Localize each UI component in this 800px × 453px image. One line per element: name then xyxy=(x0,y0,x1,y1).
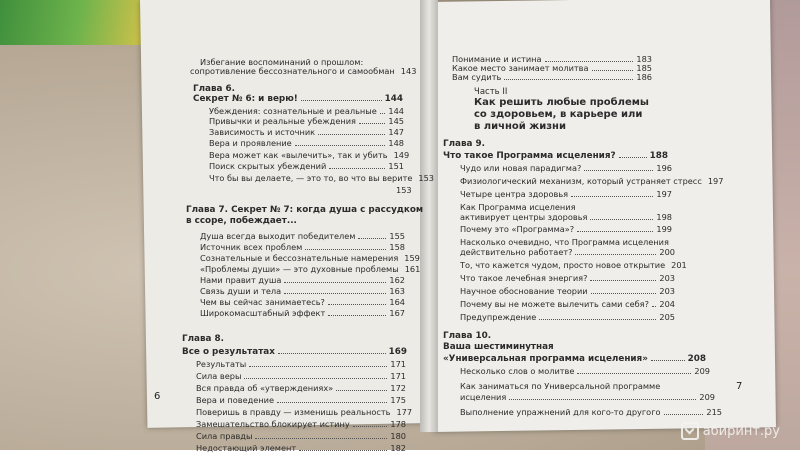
left-page-number: 6 xyxy=(154,391,161,402)
toc-entry xyxy=(460,203,610,211)
leader-dots xyxy=(592,64,634,71)
toc-entry-title: Почему это «Программа»? xyxy=(460,224,575,234)
toc-entry xyxy=(460,274,675,282)
toc-entry-title: Убеждения: сознательные и реальные xyxy=(209,106,377,116)
toc-entry xyxy=(200,276,405,284)
toc-entry xyxy=(182,347,407,357)
leader-dots xyxy=(539,313,656,320)
toc-entry-title: Насколько очевидно, что Программа исцеления xyxy=(460,237,669,247)
toc-entry xyxy=(196,420,406,428)
toc-entry-title: Ваша шестиминутная xyxy=(443,342,554,352)
toc-entry-page: 197 xyxy=(707,176,724,186)
toc-entry-page: 145 xyxy=(388,116,404,126)
toc-entry xyxy=(200,264,421,274)
part-subtitle-line: в личной жизни xyxy=(474,121,566,132)
toc-entry xyxy=(190,66,417,76)
toc-entry-page: 208 xyxy=(687,354,706,364)
toc-entry-title: Душа всегда выходит победителем xyxy=(200,231,356,241)
toc-entry-page: 183 xyxy=(636,54,652,64)
toc-entry-page: 171 xyxy=(390,359,406,369)
toc-entry xyxy=(200,243,405,251)
toc-entry-page: 180 xyxy=(390,431,406,441)
toc-entry-title: Вера и проявление xyxy=(209,138,292,148)
toc-entry-page: 171 xyxy=(390,371,406,381)
leader-dots xyxy=(591,287,657,294)
toc-entry-page: 153 xyxy=(418,173,435,183)
toc-entry-title: сопротивление бессознательного и самообман xyxy=(190,66,395,76)
toc-entry-title: Поверишь в правду — изменишь реальность xyxy=(196,407,391,417)
leader-dots xyxy=(336,384,387,391)
labirint-logo-icon xyxy=(681,422,699,440)
toc-entry-title: Глава 8. xyxy=(182,334,225,344)
toc-entry-title: Предупреждение xyxy=(460,312,537,322)
toc-entry-page: 148 xyxy=(388,138,404,148)
toc-entry-title: Привычки и реальные убеждения xyxy=(209,116,356,126)
toc-entry xyxy=(452,73,652,81)
part-subtitle xyxy=(474,97,649,133)
toc-entry-title: Почему вы не можете вылечить сами себя? xyxy=(460,299,649,309)
leader-dots xyxy=(577,367,691,374)
toc-entry-title: Нами правит душа xyxy=(200,275,282,285)
toc-entry xyxy=(209,107,404,115)
toc-entry-title: Глава 10. xyxy=(443,331,492,341)
leader-dots xyxy=(328,309,386,316)
toc-entry-title: Научное обоснование теории xyxy=(460,286,588,296)
toc-entry-title: Поиск скрытых убеждений xyxy=(209,161,327,171)
toc-entry-title: Выполнение упражнений для кого-то другого xyxy=(460,407,661,417)
toc-entry-title: исцеления xyxy=(460,392,507,402)
toc-entry-page: 172 xyxy=(390,383,406,393)
toc-entry-title: активирует центры здоровья xyxy=(460,212,588,222)
toc-entry xyxy=(460,248,675,256)
toc-entry xyxy=(196,432,406,440)
toc-entry-page: 153 xyxy=(396,185,412,195)
toc-entry xyxy=(452,64,652,72)
toc-entry-title: Вся правда об «утверждениях» xyxy=(196,383,334,393)
toc-entry-page: 177 xyxy=(396,407,413,417)
toc-entry xyxy=(186,205,424,215)
leader-dots xyxy=(329,162,385,169)
toc-entry-page: 182 xyxy=(390,443,406,453)
toc-entry-title: Недостающий элемент xyxy=(196,443,297,453)
toc-entry-title: Глава 6. xyxy=(193,84,236,94)
toc-entry-title: Понимание и истина xyxy=(452,54,542,64)
toc-entry-page: 188 xyxy=(649,151,668,161)
leader-dots xyxy=(278,347,386,354)
leader-dots xyxy=(545,55,634,62)
toc-entry xyxy=(186,217,306,226)
toc-entry-title: Чудо или новая парадигма? xyxy=(460,163,582,173)
leader-dots xyxy=(318,128,385,135)
watermark-text: абиринт.ру xyxy=(702,423,780,439)
part-subtitle-line: Как решить любые проблемы xyxy=(474,97,649,108)
toc-entry-page: 144 xyxy=(384,94,403,104)
toc-entry-page: 199 xyxy=(656,224,672,234)
toc-entry xyxy=(209,162,404,170)
toc-entry-title: Вера и поведение xyxy=(196,395,275,405)
toc-entry xyxy=(200,309,405,317)
toc-entry-title: «Универсальная программа исцеления» xyxy=(443,354,648,364)
toc-entry xyxy=(196,384,406,392)
leader-dots xyxy=(652,300,656,307)
book-spine xyxy=(420,0,438,432)
toc-entry xyxy=(193,94,403,104)
toc-entry-page: 159 xyxy=(404,253,420,263)
toc-entry xyxy=(460,408,722,416)
toc-entry-title: Результаты xyxy=(196,359,247,369)
leader-dots xyxy=(571,190,653,197)
toc-entry xyxy=(196,444,406,452)
toc-entry-page: 205 xyxy=(659,312,675,322)
leader-dots xyxy=(295,139,386,146)
leader-dots xyxy=(577,225,653,232)
toc-entry-page: 162 xyxy=(389,275,405,285)
toc-entry-title: Замешательство блокирует истину xyxy=(196,419,350,429)
toc-entry-title: Источник всех проблем xyxy=(200,242,303,252)
toc-entry xyxy=(200,287,405,295)
leader-dots xyxy=(244,372,387,379)
toc-entry-title: Что такое Программа исцеления? xyxy=(443,151,616,161)
toc-entry-title: действительно работает? xyxy=(460,247,573,257)
toc-entry-title: Сознательные и бессознательные намерения xyxy=(200,253,399,263)
toc-entry-page: 149 xyxy=(393,150,410,160)
toc-entry xyxy=(443,343,593,352)
leader-dots xyxy=(380,107,386,114)
toc-entry-page: 164 xyxy=(389,297,405,307)
toc-entry-page: 186 xyxy=(636,72,652,82)
part-subtitle-line: со здоровьем, в карьере или xyxy=(474,109,643,120)
toc-entry xyxy=(460,287,675,295)
toc-entry-page: 197 xyxy=(656,189,672,199)
toc-entry-title: Связь души и тела xyxy=(200,286,282,296)
toc-entry xyxy=(460,190,672,198)
toc-entry-page: 203 xyxy=(659,286,675,296)
toc-entry xyxy=(209,117,404,125)
toc-entry xyxy=(196,407,413,417)
toc-entry-page: 143 xyxy=(400,66,417,76)
toc-entry xyxy=(460,238,675,246)
toc-entry-page: 203 xyxy=(659,273,675,283)
toc-entry-title: в ссоре, побеждает... xyxy=(186,216,297,226)
leader-dots xyxy=(358,232,386,239)
toc-entry-title: Глава 9. xyxy=(443,139,486,149)
toc-entry xyxy=(193,85,273,94)
watermark xyxy=(681,422,780,440)
toc-entry-page: 196 xyxy=(656,163,672,173)
toc-entry-title: Как заниматься по Универсальной программе xyxy=(460,381,661,391)
toc-entry-title: Секрет № 6: и верю! xyxy=(193,94,298,104)
toc-entry-title: То, что кажется чудом, просто новое открытие xyxy=(460,260,666,270)
toc-entry xyxy=(460,176,724,186)
toc-entry xyxy=(200,298,405,306)
leader-dots xyxy=(651,354,685,361)
toc-entry-page: 185 xyxy=(636,63,652,73)
toc-entry-title: Сила правды xyxy=(196,431,253,441)
toc-entry-page: 198 xyxy=(656,212,672,222)
toc-entry-page: 209 xyxy=(699,392,715,402)
toc-entry-page: 204 xyxy=(659,299,675,309)
toc-entry xyxy=(460,300,675,308)
leader-dots xyxy=(590,213,653,220)
leader-dots xyxy=(509,393,696,400)
toc-entry-title: Чем вы сейчас занимаетесь? xyxy=(200,297,325,307)
leader-dots xyxy=(590,274,656,281)
toc-entry-page: 178 xyxy=(390,419,406,429)
toc-entry-page: 151 xyxy=(388,161,404,171)
leader-dots xyxy=(255,432,387,439)
toc-entry-page: 169 xyxy=(388,347,407,357)
toc-entry xyxy=(443,151,668,161)
leader-dots xyxy=(284,287,386,294)
toc-entry xyxy=(460,382,680,390)
toc-entry-page: 175 xyxy=(390,395,406,405)
leader-dots xyxy=(353,420,388,427)
toc-entry xyxy=(460,260,687,270)
toc-entry-title: Несколько слов о молитве xyxy=(460,366,575,376)
leader-dots xyxy=(359,117,385,124)
toc-entry xyxy=(460,225,672,233)
toc-entry-page: 200 xyxy=(659,247,675,257)
toc-entry-page: 215 xyxy=(706,407,722,417)
leader-dots xyxy=(504,73,633,80)
right-page-number: 7 xyxy=(736,381,743,392)
toc-entry-title: Что такое лечебная энергия? xyxy=(460,273,588,283)
toc-entry xyxy=(460,164,672,172)
toc-entry xyxy=(209,139,404,147)
leader-dots xyxy=(664,408,704,415)
toc-entry-page: 209 xyxy=(694,366,710,376)
leader-dots xyxy=(584,164,653,171)
toc-entry xyxy=(200,232,405,240)
toc-entry-page: 161 xyxy=(404,264,421,274)
toc-entry xyxy=(200,57,364,67)
toc-entry xyxy=(460,393,715,401)
toc-entry-page: 147 xyxy=(388,127,404,137)
part-title: Часть II xyxy=(474,87,508,97)
leader-dots xyxy=(301,94,382,101)
toc-entry xyxy=(209,128,404,136)
toc-entry-title: Глава 7. Секрет № 7: когда душа с рассудком xyxy=(186,205,424,215)
leader-dots xyxy=(575,248,656,255)
toc-entry-title: Как Программа исцеления xyxy=(460,202,576,212)
leader-dots xyxy=(619,151,647,158)
toc-entry-title: Зависимость и источник xyxy=(209,127,316,137)
toc-entry xyxy=(443,140,523,149)
toc-entry xyxy=(452,55,652,63)
leader-dots xyxy=(328,298,386,305)
toc-entry-page: 163 xyxy=(389,286,405,296)
toc-entry xyxy=(460,213,672,221)
toc-entry-title: Избегание воспоминаний о прошлом: xyxy=(200,57,364,67)
toc-entry-title: Физиологический механизм, который устраняет стресс xyxy=(460,176,702,186)
toc-entry xyxy=(443,354,706,364)
toc-entry-title: Все о результатах xyxy=(182,347,275,357)
toc-entry xyxy=(196,396,406,404)
toc-entry-title: «Проблемы души» — это духовные проблемы xyxy=(200,264,399,274)
leader-dots xyxy=(249,360,387,367)
toc-entry-title: Вера может как «вылечить», так и убить xyxy=(209,150,388,160)
toc-entry xyxy=(460,367,710,375)
toc-entry xyxy=(390,185,412,195)
leader-dots xyxy=(277,396,387,403)
toc-entry xyxy=(196,372,406,380)
toc-entry xyxy=(209,150,410,160)
toc-entry-title: Четыре центра здоровья xyxy=(460,189,569,199)
toc-entry-title: Что бы вы делаете, — это то, во что вы верите xyxy=(209,173,413,183)
toc-entry xyxy=(209,173,435,183)
toc-entry-page: 144 xyxy=(388,106,404,116)
toc-entry-page: 155 xyxy=(389,231,405,241)
toc-entry-title: Вам судить xyxy=(452,72,502,82)
toc-entry-page: 158 xyxy=(389,242,405,252)
toc-entry-page: 167 xyxy=(389,308,405,318)
toc-entry-title: Широкомасштабный эффект xyxy=(200,308,326,318)
toc-entry-title: Какое место занимает молитва xyxy=(452,63,589,73)
toc-entry xyxy=(460,313,675,321)
toc-entry xyxy=(196,360,406,368)
toc-entry xyxy=(443,332,523,341)
leader-dots xyxy=(284,276,386,283)
toc-entry-title: Сила веры xyxy=(196,371,242,381)
toc-entry xyxy=(182,335,262,344)
leader-dots xyxy=(305,243,386,250)
toc-entry xyxy=(200,253,420,263)
toc-entry-page: 201 xyxy=(671,260,687,270)
